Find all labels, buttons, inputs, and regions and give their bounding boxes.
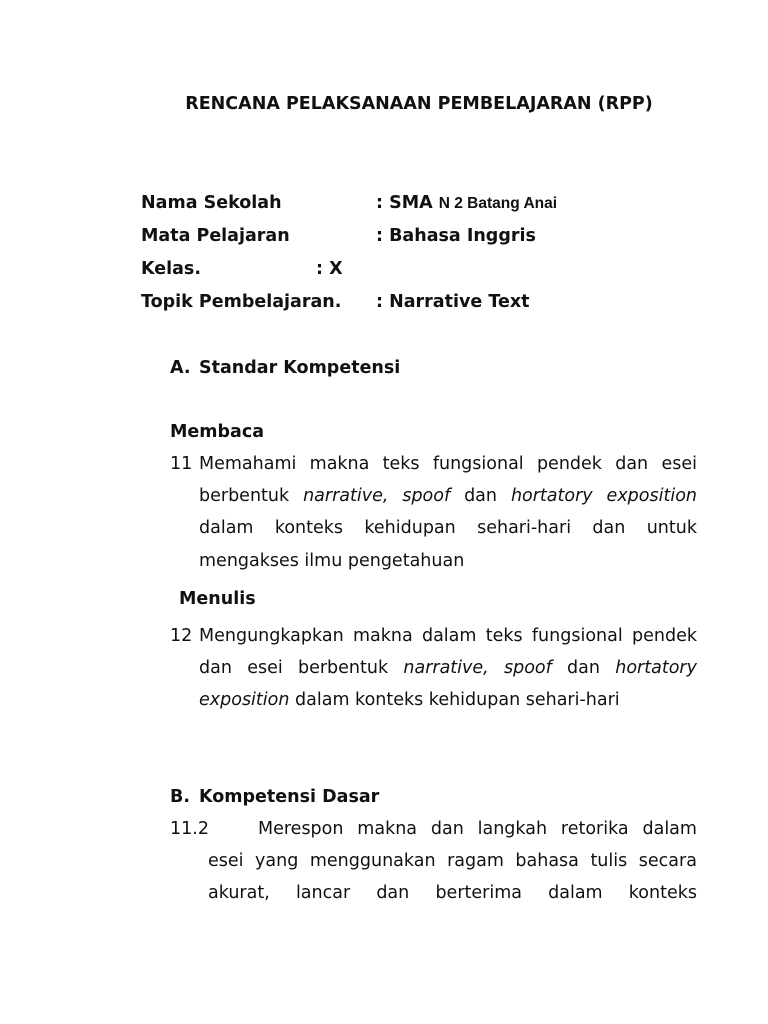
section-b-heading: Kompetensi Dasar <box>199 787 380 807</box>
word: ragam <box>447 851 504 871</box>
italic-phrase: narrative, spoof <box>303 486 451 506</box>
menulis-number: 12 <box>170 626 193 646</box>
info-label-class: Kelas. <box>141 259 201 279</box>
info-value-school <box>376 192 557 215</box>
menulis-line-1 <box>199 625 697 647</box>
membaca-line-4: mengakses ilmu pengetahuan <box>199 551 465 571</box>
italic-phrase: hortatory exposition <box>510 486 697 506</box>
word: akurat, <box>208 883 270 903</box>
italic-phrase: narrative, spoof <box>403 658 552 678</box>
word: langkah <box>477 819 548 839</box>
word: kehidupan <box>364 518 456 538</box>
word: esei <box>661 454 697 474</box>
word: dan <box>376 883 410 903</box>
word: dan <box>430 819 464 839</box>
word: yang <box>255 851 299 871</box>
section-a-heading: Standar Kompetensi <box>199 358 401 378</box>
membaca-heading: Membaca <box>170 422 265 442</box>
membaca-number: 11 <box>170 454 193 474</box>
word: Mengungkapkan <box>199 626 344 646</box>
word: dalam <box>548 883 603 903</box>
word: fungsional <box>432 454 524 474</box>
membaca-line-1 <box>199 453 697 475</box>
document-title: RENCANA PELAKSANAAN PEMBELAJARAN (RPP) <box>185 94 653 114</box>
word: makna <box>309 454 370 474</box>
word: teks <box>485 626 523 646</box>
word: dan <box>615 454 649 474</box>
word: secara <box>638 851 697 871</box>
info-label-school: Nama Sekolah <box>141 193 282 213</box>
word: sehari-hari <box>477 518 572 538</box>
word: bahasa <box>515 851 579 871</box>
word: dalam <box>199 518 254 538</box>
menulis-heading: Menulis <box>179 589 256 609</box>
word: menggunakan <box>309 851 436 871</box>
italic-phrase: hortatory <box>615 658 697 678</box>
info-value-topic: : Narrative Text <box>376 292 530 312</box>
word: konteks <box>274 518 344 538</box>
section-b-number: 11.2 <box>170 819 209 839</box>
word: teks <box>382 454 420 474</box>
word: dalam <box>421 626 477 646</box>
word: dan <box>464 486 497 506</box>
word: dan <box>567 658 600 678</box>
membaca-line-3 <box>199 517 697 539</box>
word: esei <box>208 851 244 871</box>
info-value-subject: : Bahasa Inggris <box>376 226 536 246</box>
word: makna <box>357 819 418 839</box>
word: berterima <box>435 883 522 903</box>
info-label-subject: Mata Pelajaran <box>141 226 290 246</box>
word: esei <box>247 658 283 678</box>
word: fungsional <box>531 626 623 646</box>
membaca-line-2 <box>199 485 697 507</box>
word: untuk <box>646 518 697 538</box>
info-value-class: : X <box>316 259 343 279</box>
section-b-line-1 <box>258 818 697 840</box>
word: konteks <box>628 883 697 903</box>
word: makna <box>352 626 413 646</box>
section-a-letter: A. <box>170 358 191 378</box>
word: berbentuk <box>297 658 389 678</box>
word: retorika <box>560 819 629 839</box>
section-b-line-3 <box>208 882 697 904</box>
info-label-topic: Topik Pembelajaran. <box>141 292 342 312</box>
section-b-letter: B. <box>170 787 190 807</box>
menulis-line-2 <box>199 657 697 679</box>
word: tulis <box>590 851 628 871</box>
word: pendek <box>536 454 602 474</box>
word: lancar <box>295 883 351 903</box>
section-b-line-2 <box>208 850 697 872</box>
word: Memahami <box>199 454 297 474</box>
word: dan <box>592 518 626 538</box>
word: dalam konteks kehidupan sehari-hari <box>295 690 620 710</box>
word: dan <box>199 658 232 678</box>
word: dalam <box>642 819 697 839</box>
word: berbentuk <box>199 486 290 506</box>
info-value-school-detail: N 2 Batang Anai <box>438 195 558 212</box>
menulis-line-3 <box>199 689 620 711</box>
word: pendek <box>632 626 697 646</box>
word: Merespon <box>258 819 344 839</box>
italic-phrase: exposition <box>199 690 290 710</box>
info-value-school-main: : SMA <box>376 193 433 213</box>
